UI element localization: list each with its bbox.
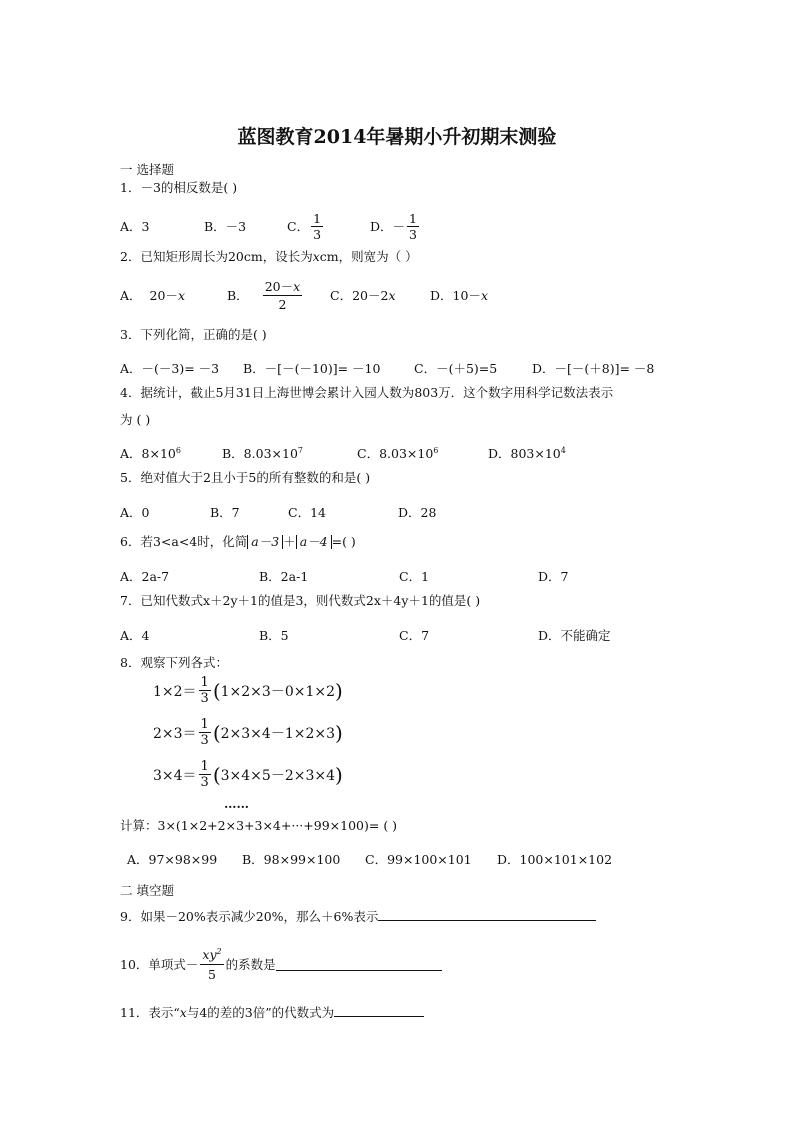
question-6-stem (120, 534, 356, 550)
q2-option-d-var: x (480, 288, 488, 303)
q6-option-d: D．7 (538, 569, 569, 584)
equation-rhs: 2×3×4－1×2×3 (220, 725, 336, 742)
numerator-exponent: 2 (216, 946, 222, 956)
q11-stem-var: x (179, 1005, 187, 1020)
q1-option-b: B．－3 (204, 219, 247, 234)
q4-option-c (357, 446, 438, 462)
q6-stem-text: 6．若3<a<4时，化简 (120, 534, 248, 549)
q4-option-b-base: B．8.03×10 (222, 446, 298, 461)
q2-option-d-expr: D．10－ (430, 288, 481, 303)
q8-option-d: D．100×101×102 (497, 852, 613, 867)
q1-option-a: A．3 (120, 219, 150, 234)
question-9 (120, 908, 596, 925)
q11-stem-text: 11．表示“ (120, 1005, 180, 1020)
q4-option-a-exponent: 6 (175, 445, 181, 455)
q11-stem-end: 与4的差的3倍”的代数式为 (186, 1005, 335, 1020)
q9-stem-text: 9．如果－20%表示减少20%，那么＋6%表示 (120, 909, 379, 924)
q5-option-a: A．0 (120, 505, 150, 520)
numerator-text: xy (202, 947, 217, 962)
fraction-numerator (263, 278, 302, 296)
fraction-numerator: 1 (409, 211, 417, 226)
equation-lhs: 3×4＝ (153, 767, 197, 784)
q7-option-b: B．5 (259, 628, 289, 643)
question-4-stem-line1: 4．据统计，截止5月31日上海世博会累计入园人数为803万．这个数字用科学记数法表示 (120, 385, 614, 400)
q8-option-a: A．97×98×99 (127, 852, 218, 867)
answer-blank[interactable] (378, 908, 596, 921)
q2-stem-text-end: cm，则宽为（ ） (319, 249, 418, 264)
q4-option-d (488, 446, 566, 462)
q2-option-b (227, 278, 304, 313)
q2-option-a-expr: 20－ (149, 288, 178, 303)
q3-option-c: C．－(＋5)=5 (414, 361, 498, 376)
q4-option-b-exponent: 7 (297, 445, 303, 455)
q1-option-c (287, 211, 325, 242)
question-5-stem: 5．绝对值大于2且小于5的所有整数的和是( ) (120, 470, 371, 485)
fraction-numerator: 1 (200, 759, 209, 774)
answer-blank[interactable] (334, 1004, 424, 1017)
q6-stem-end: =( ) (331, 534, 356, 549)
fraction-numerator (200, 945, 223, 965)
equation-fraction (199, 717, 211, 748)
q3-option-a: A．－(－3)= －3 (120, 361, 220, 376)
q6-option-b: B．2a-1 (259, 569, 309, 584)
q2-stem-text: 2．已知矩形周长为20cm，设长为 (120, 249, 313, 264)
fraction-numerator: 1 (200, 717, 209, 732)
q8-equation-3: 3×4＝ $\frac{1}{3}$ ( 3×4×5－2×3×4 ) (153, 759, 343, 790)
q6-option-c: C．1 (399, 569, 430, 584)
fraction-denominator: 3 (200, 691, 209, 706)
q1-option-d-label: D．－ (370, 218, 406, 234)
q2-option-c (330, 288, 396, 304)
q4-option-a (120, 446, 181, 462)
fraction-denominator: 2 (278, 297, 287, 312)
q2-stem-var: x (312, 249, 320, 264)
q3-option-b: B．－[－(－10)]= －10 (243, 361, 381, 376)
page-title: 蓝图教育2014年暑期小升初期末测验 (237, 126, 557, 148)
q2-option-c-var: x (388, 288, 396, 303)
q2-option-b-fraction (263, 278, 302, 313)
q2-option-a-label: A． (120, 288, 142, 303)
q6-absolute-value-1: a－3 (247, 535, 283, 549)
q5-option-c: C．14 (288, 505, 326, 520)
q4-option-d-base: D．803×10 (488, 446, 561, 461)
q4-option-d-exponent: 4 (560, 445, 566, 455)
fraction-denominator: 3 (200, 733, 209, 748)
question-1-stem: 1．－3的相反数是( ) (120, 180, 238, 195)
q8-option-b: B．98×99×100 (242, 852, 341, 867)
q10-stem-end: 的系数是 (225, 956, 276, 972)
q8-equation-1: 1×2＝ $\frac{1}{3}$ ( 1×2×3－0×1×2 ) (153, 675, 343, 706)
question-3-stem: 3．下列化简，正确的是( ) (120, 327, 267, 342)
q1-option-d (370, 211, 421, 242)
equation-lhs: 1×2＝ (153, 683, 197, 700)
fraction-denominator: 5 (208, 967, 216, 982)
q7-option-a: A．4 (120, 628, 150, 643)
numerator-text: 20－ (264, 279, 294, 294)
question-11 (120, 1004, 424, 1021)
question-7-stem: 7．已知代数式x＋2y＋1的值是3，则代数式2x＋4y＋1的值是( ) (120, 593, 481, 608)
q4-option-b (222, 446, 303, 462)
question-4-stem-line2: 为 ( ) (120, 412, 151, 427)
q4-option-a-base: A．8×10 (120, 446, 176, 461)
fraction-denominator: 3 (313, 227, 322, 242)
question-2-stem (120, 249, 418, 265)
equation-rhs: 3×4×5－2×3×4 (220, 767, 336, 784)
q2-option-a (120, 288, 185, 304)
q7-option-d: D．不能确定 (538, 628, 611, 643)
q2-option-d (430, 288, 488, 304)
fraction-numerator: 1 (200, 675, 209, 690)
q8-calculation: 计算：3×(1×2+2×3+3×4+···+99×100)= ( ) (120, 818, 398, 833)
q8-option-c: C．99×100×101 (365, 852, 472, 867)
q1-option-c-label: C． (287, 218, 310, 234)
q2-option-b-label: B． (227, 287, 249, 303)
q6-option-a: A．2a-7 (120, 569, 170, 584)
question-8-stem: 8．观察下列各式： (120, 655, 228, 670)
q3-option-d: D．－[－(＋8)]= －8 (532, 361, 655, 376)
q4-option-c-base: C．8.03×10 (357, 446, 434, 461)
q2-option-c-expr: C．20－2 (330, 288, 389, 303)
section-heading-fill-in: 二 填空题 (120, 883, 174, 898)
section-heading-choice: 一 选择题 (120, 162, 174, 177)
q7-option-c: C．7 (399, 628, 430, 643)
equation-fraction (199, 675, 211, 706)
fraction-numerator: 1 (313, 211, 322, 226)
question-10 (120, 945, 442, 984)
q8-equation-2: 2×3＝ $\frac{1}{3}$ ( 2×3×4－1×2×3 ) (153, 717, 343, 748)
equation-fraction (199, 759, 211, 790)
q6-plus-sign: ＋ (283, 534, 296, 549)
q6-absolute-value-2: a－4 (296, 535, 332, 549)
q5-option-b: B．7 (210, 505, 240, 520)
q1-option-d-fraction (407, 211, 419, 242)
fraction-denominator: 3 (200, 775, 209, 790)
q2-option-a-var: x (177, 288, 185, 303)
numerator-var: x (293, 279, 301, 294)
q4-option-c-exponent: 6 (433, 445, 439, 455)
equation-lhs: 2×3＝ (153, 725, 197, 742)
q10-fraction (200, 945, 223, 984)
answer-blank[interactable] (276, 958, 442, 971)
q10-stem-text: 10．单项式－ (120, 956, 199, 972)
q8-ellipsis: …… (224, 796, 249, 811)
q5-option-d: D．28 (398, 505, 437, 520)
equation-rhs: 1×2×3－0×1×2 (220, 683, 336, 700)
fraction-denominator: 3 (409, 227, 417, 242)
q1-option-c-fraction (311, 211, 323, 242)
